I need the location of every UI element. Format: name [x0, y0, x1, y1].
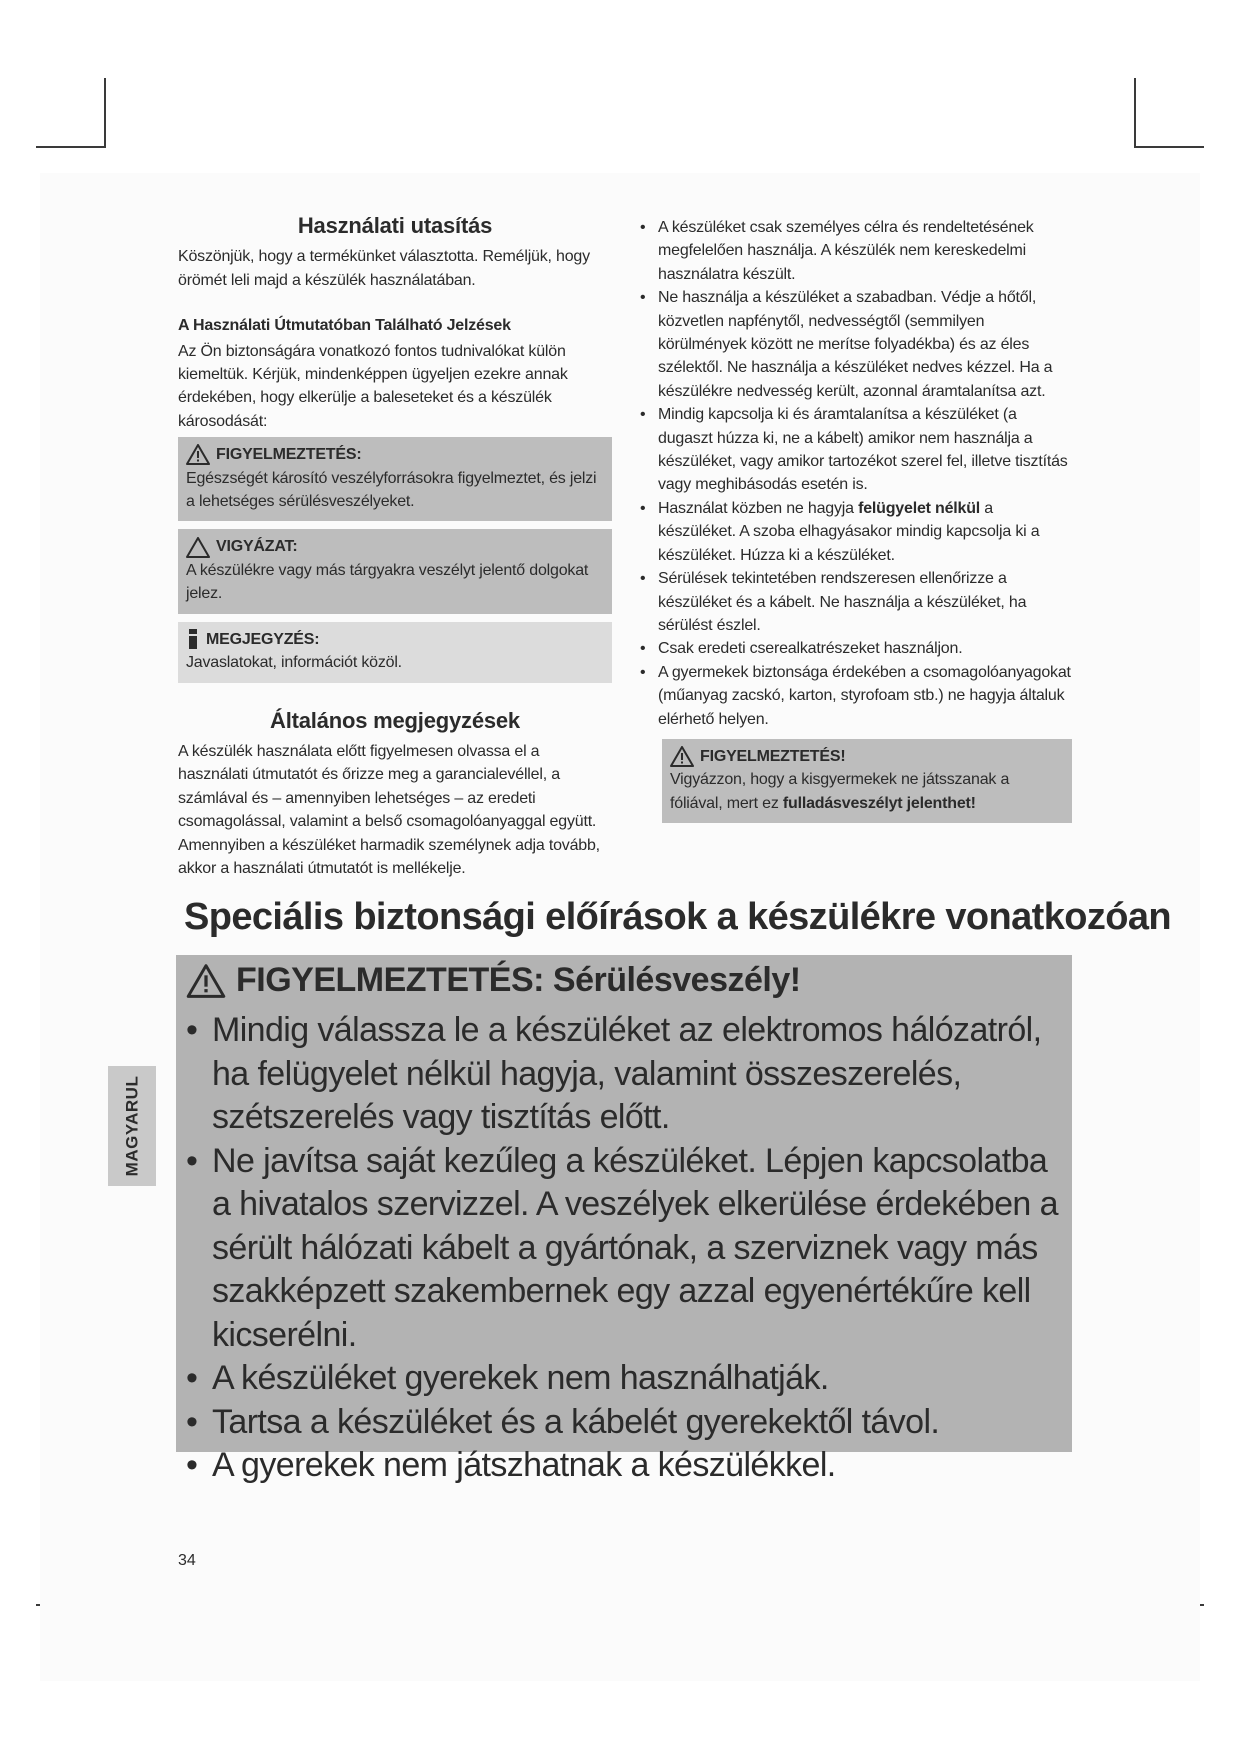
note-label: MEGJEGYZÉS: [206, 630, 320, 648]
caution-label: VIGYÁZAT: [216, 538, 298, 556]
caution-box-title [186, 535, 604, 558]
warning-box [178, 437, 612, 521]
right-column [636, 216, 1072, 823]
warning-triangle-icon [186, 964, 226, 998]
language-label: MAGYARUL [122, 1075, 141, 1177]
list-item: • A készüléket gyerekek nem használhatják. [176, 1357, 1072, 1401]
list-item: • A gyerekek nem játszhatnak a készülékkel. [176, 1444, 1072, 1488]
caution-text: A készülékre vagy más tárgyakra veszélyt jelentő dolgokat jelez. [186, 561, 589, 603]
child-warning-box [662, 739, 1072, 823]
language-side-tab [108, 1066, 156, 1186]
list-item: • Mindig kapcsolja ki és áramtalanítsa a készüléket (a dugaszt húzza ki, ne a kábelt) amikor nem használja a készüléket, vagy amikor tartozékot szerel fel, illetve tisztítás vagy meghibásodás esetén is. [636, 403, 1072, 497]
special-safety-box [176, 955, 1072, 1484]
note-text: Javaslatokat, információt közöl. [186, 654, 402, 672]
note-box-title [186, 628, 604, 651]
left-column [178, 214, 612, 880]
warning-box-title [186, 443, 604, 466]
intro-text: Köszönjük, hogy a termékünket választotta. Reméljük, hogy örömét leli majd a készülék használatában. [178, 248, 590, 289]
child-warning-label: FIGYELMEZTETÉS! [700, 747, 846, 765]
list-item: • Tartsa a készüléket és a kábelét gyerekektől távol. [176, 1401, 1072, 1445]
general-notes-title: Általános megjegyzések [270, 707, 520, 733]
crop-mark [1134, 146, 1204, 148]
symbols-heading: A Használati Útmutatóban Található Jelzések [178, 317, 511, 335]
special-safety-title: Speciális biztonsági előírások a készülékre vonatkozóan [184, 896, 1172, 938]
info-icon [186, 629, 200, 649]
page-number: 34 [178, 1552, 196, 1569]
list-item [636, 497, 1072, 567]
list-item: • Ne használja a készüléket a szabadban. Védje a hőtől, közvetlen napfénytől, nedvességtől (semmilyen körülmények között ne merítse folyadékba) és az éles szélektől. Ne használja a készüléket nedves kézzel. Ha a készülékre nedvesség került, azonnal áramtalanítsa azt. [636, 286, 1072, 403]
note-box [178, 622, 612, 683]
crop-mark [104, 78, 106, 148]
symbols-text: Az Ön biztonságára vonatkozó fontos tudnivalókat külön kiemeltük. Kérjük, mindenképpen ügyeljen ezekre annak érdekében, hogy elkerülje a baleseteket és a készülék károsodását: [178, 342, 568, 430]
child-warning-text [670, 768, 1064, 815]
list-item: • A készüléket csak személyes célra és rendeltetésének megfelelően használja. A készülék nem kereskedelmi használatra készült. [636, 216, 1072, 286]
safety-bullet-list [636, 216, 1072, 731]
list-item: • Csak eredeti cserealkatrészeket használjon. [636, 637, 1072, 660]
special-safety-warning-label: FIGYELMEZTETÉS: Sérülésveszély! [236, 961, 801, 999]
caution-triangle-icon [186, 537, 210, 558]
special-safety-list [176, 1009, 1072, 1488]
crop-mark [1134, 78, 1136, 148]
page-title: Használati utasítás [297, 213, 493, 238]
list-item: • Mindig válassza le a készüléket az elektromos hálózatról, ha felügyelet nélkül hagyja, valamint összeszerelés, szétszerelés vagy tisztítás előtt. [176, 1009, 1072, 1140]
child-warning-title [670, 745, 1064, 768]
general-notes-text: A készülék használata előtt figyelmesen olvassa el a használati útmutatót és őrizze meg a garancialevéllel, a számlával és – amennyiben lehetséges – az eredeti csomagolással, valamint a belső csomagolóanyaggal együtt. Amennyiben a készüléket harmadik személynek adja tovább, akkor a használati útmutatót is mellékelje. [178, 742, 600, 877]
crop-mark [36, 146, 106, 148]
child-warning-text-plain: Vigyázzon, hogy a kisgyermekek ne játsszanak a fóliával, mert ez [670, 771, 1010, 812]
list-item-text: a készüléket. A szoba elhagyásakor mindig kapcsolja ki a készüléket. Húzza ki a készüléket. [658, 499, 1040, 564]
list-item-bold: felügyelet nélkül [858, 499, 981, 517]
special-safety-warning-title [186, 961, 801, 1000]
warning-label: FIGYELMEZTETÉS: [216, 446, 362, 464]
child-warning-text-bold: fulladásveszélyt jelenthet! [782, 794, 976, 812]
list-item: • Ne javítsa saját kezűleg a készüléket. Lépjen kapcsolatba a hivatalos szervizzel. A veszélyek elkerülése érdekében a sérült hálózati kábelt a gyártónak, a szerviznek vagy más szakképzett szakembernek egy azzal egyenértékűre kell kicserélni. [176, 1140, 1072, 1358]
warning-text: Egészségét károsító veszélyforrásokra figyelmeztet, és jelzi a lehetséges sérülésveszélyeket. [186, 469, 597, 511]
warning-triangle-icon [186, 444, 210, 465]
list-item: • Sérülések tekintetében rendszeresen ellenőrizze a készüléket és a kábelt. Ne használja a készüléket, ha sérülést észlel. [636, 567, 1072, 637]
warning-triangle-icon [670, 746, 694, 767]
list-item: • A gyermekek biztonsága érdekében a csomagolóanyagokat (műanyag zacskó, karton, styrofoam stb.) ne hagyja általuk elérhető helyen. [636, 661, 1072, 731]
caution-box [178, 529, 612, 613]
list-item-text: Használat közben ne hagyja [658, 499, 859, 517]
